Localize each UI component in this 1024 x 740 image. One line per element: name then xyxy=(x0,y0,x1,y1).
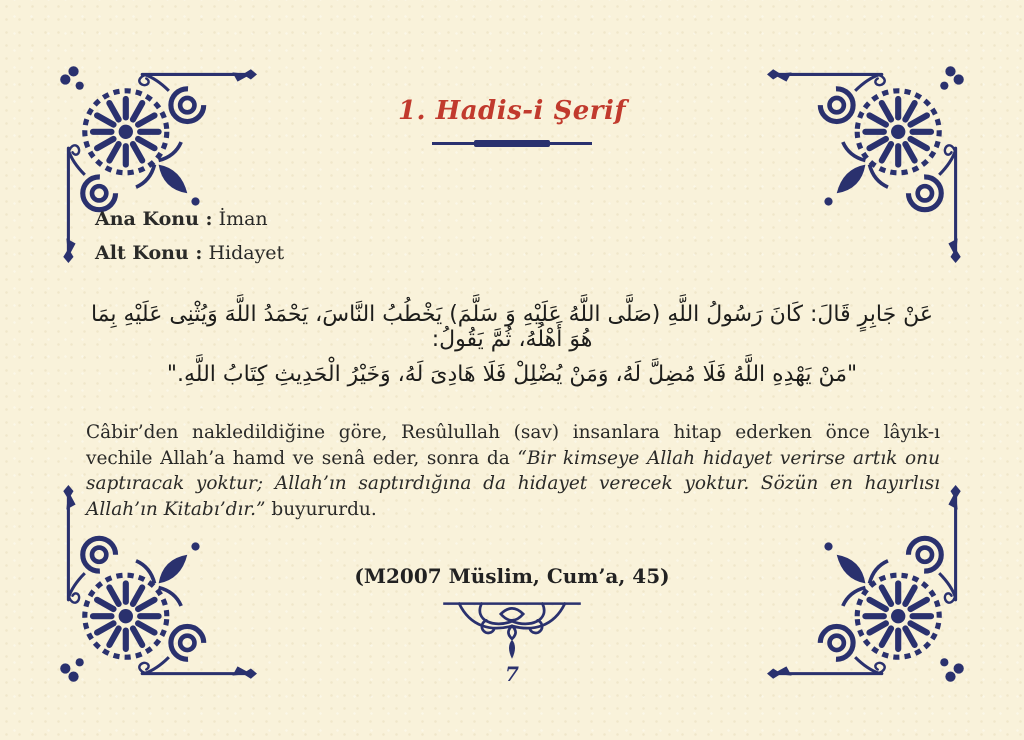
main-topic-row xyxy=(95,202,284,236)
calligraphic-flourish-icon xyxy=(426,598,598,662)
hadith-arabic-line-2: "مَنْ يَهْدِهِ اللَّهُ فَلَا مُضِلَّ لَهُ، وَمَنْ يُضْلِلْ فَلَا هَادِىَ لَهُ، وَخَيْرُ الْحَدِيثِ كِتَابُ اللَّهِ." xyxy=(166,362,858,387)
main-topic-value: İman xyxy=(218,208,268,230)
translation-outro: buyururdu. xyxy=(265,498,377,520)
sub-topic-label: Alt Konu : xyxy=(95,242,203,264)
floral-corner-icon-top-right xyxy=(767,58,972,263)
translation-intro: Câbir’den nakledildiğine göre, Resûlullah (sav) insanlara hitap ederken önce lâyık-ı vechile Allah’a hamd ve senâ eder, sonra da xyxy=(86,422,940,469)
hadith-arabic-line-1: عَنْ جَابِرٍ قَالَ: كَانَ رَسُولُ اللَّهِ (صَلَّى اللَّهُ عَلَيْهِ وَ سَلَّمَ) يَخْطُبُ النَّاسَ، يَحْمَدُ اللَّهَ وَيُثْنِى عَلَيْهِ بِمَا هُوَ أَهْلُهُ، ثُمَّ يَقُولُ: xyxy=(90,302,934,352)
translation-paragraph xyxy=(86,420,940,522)
title-divider xyxy=(432,142,592,145)
main-topic-label: Ana Konu : xyxy=(95,208,213,230)
sub-topic-value: Hidayet xyxy=(208,242,285,264)
page-number: 7 xyxy=(505,662,519,686)
topic-block xyxy=(95,202,284,270)
sub-topic-row xyxy=(95,236,284,270)
page-title: 1. Hadis-i Şerif xyxy=(397,96,627,126)
source-citation: (M2007 Müslim, Cum’a, 45) xyxy=(354,564,670,588)
translation-quote: “Bir kimseye Allah hidayet verirse artık onu saptıracak yoktur; Allah’ın saptırdığına da hidayet verecek yoktur. Sözün en hayırlısı Allah’ın Kitabı’dır.” xyxy=(86,447,940,520)
